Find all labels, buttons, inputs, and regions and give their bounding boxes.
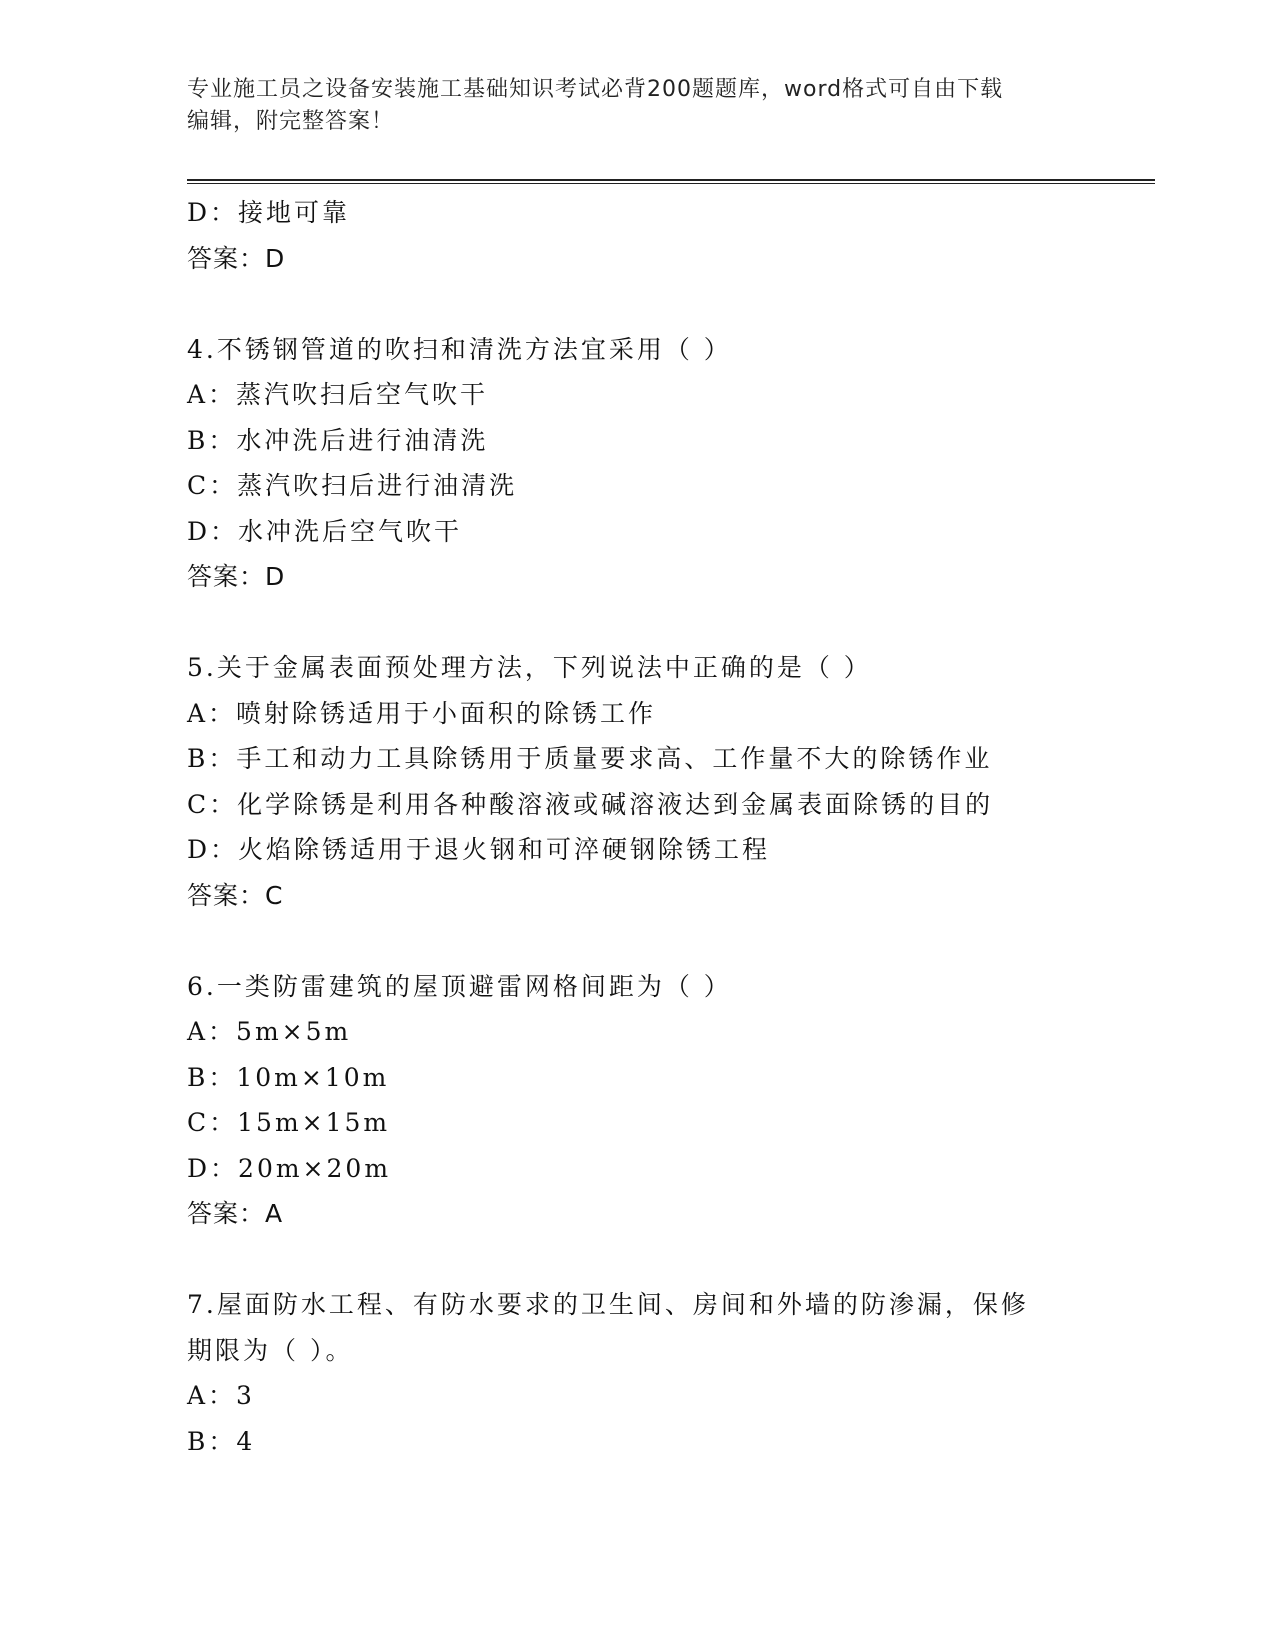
q7-question-line-2: 期限为（ ）。 <box>187 1335 354 1365</box>
question-block-4 <box>187 327 1087 600</box>
spacer <box>187 281 1087 327</box>
q6-option-d: D：20m×20m <box>187 1153 392 1183</box>
q5-option-b: B：手工和动力工具除锈用于质量要求高、工作量不大的除锈作业 <box>187 744 993 773</box>
q7-question-line-1: 7.屋面防水工程、有防水要求的卫生间、房间和外墙的防渗漏，保修 <box>187 1290 1029 1319</box>
q5-option-a: A：喷射除锈适用于小面积的除锈工作 <box>187 698 657 728</box>
q4-option-b: B：水冲洗后进行油清洗 <box>187 425 489 455</box>
header-divider-thin <box>187 183 1155 184</box>
spacer <box>187 1237 1087 1283</box>
q5-answer: 答案：C <box>187 880 284 910</box>
question-block-7 <box>187 1282 1087 1464</box>
q4-question: 4.不锈钢管道的吹扫和清洗方法宜采用（ ） <box>187 334 732 364</box>
q5-question: 5.关于金属表面预处理方法，下列说法中正确的是（ ） <box>187 653 872 682</box>
q3-option-d: D：接地可靠 <box>187 198 351 227</box>
q6-option-a: A：5m×5m <box>187 1017 352 1046</box>
q6-option-b: B：10m×10m <box>187 1062 390 1092</box>
q7-option-a: A：3 <box>187 1381 255 1410</box>
document-header <box>187 74 1087 138</box>
q5-option-c: C：化学除锈是利用各种酸溶液或碱溶液达到金属表面除锈的目的 <box>187 789 994 819</box>
q7-option-b: B：4 <box>187 1426 256 1456</box>
question-block-3 <box>187 190 1087 281</box>
q4-option-a: A：蒸汽吹扫后空气吹干 <box>187 380 489 409</box>
header-title-line-1: 专业施工员之设备安装施工基础知识考试必背200题题库，word格式可自由下载 <box>187 77 1004 102</box>
q3-answer: 答案：D <box>187 243 286 273</box>
q6-answer: 答案：A <box>187 1199 284 1228</box>
question-block-5 <box>187 645 1087 918</box>
header-title-line-2: 编辑，附完整答案！ <box>187 109 395 134</box>
spacer <box>187 918 1087 964</box>
q4-option-c: C：蒸汽吹扫后进行油清洗 <box>187 471 518 500</box>
question-block-6 <box>187 964 1087 1237</box>
q5-option-d: D：火焰除锈适用于退火钢和可淬硬钢除锈工程 <box>187 835 771 864</box>
header-divider-thick <box>187 179 1155 181</box>
q6-option-c: C：15m×15m <box>187 1108 391 1137</box>
q4-option-d: D：水冲洗后空气吹干 <box>187 516 463 546</box>
question-list <box>187 190 1087 1464</box>
q4-answer: 答案：D <box>187 562 286 591</box>
q6-question: 6.一类防雷建筑的屋顶避雷网格间距为（ ） <box>187 971 732 1001</box>
spacer <box>187 600 1087 646</box>
